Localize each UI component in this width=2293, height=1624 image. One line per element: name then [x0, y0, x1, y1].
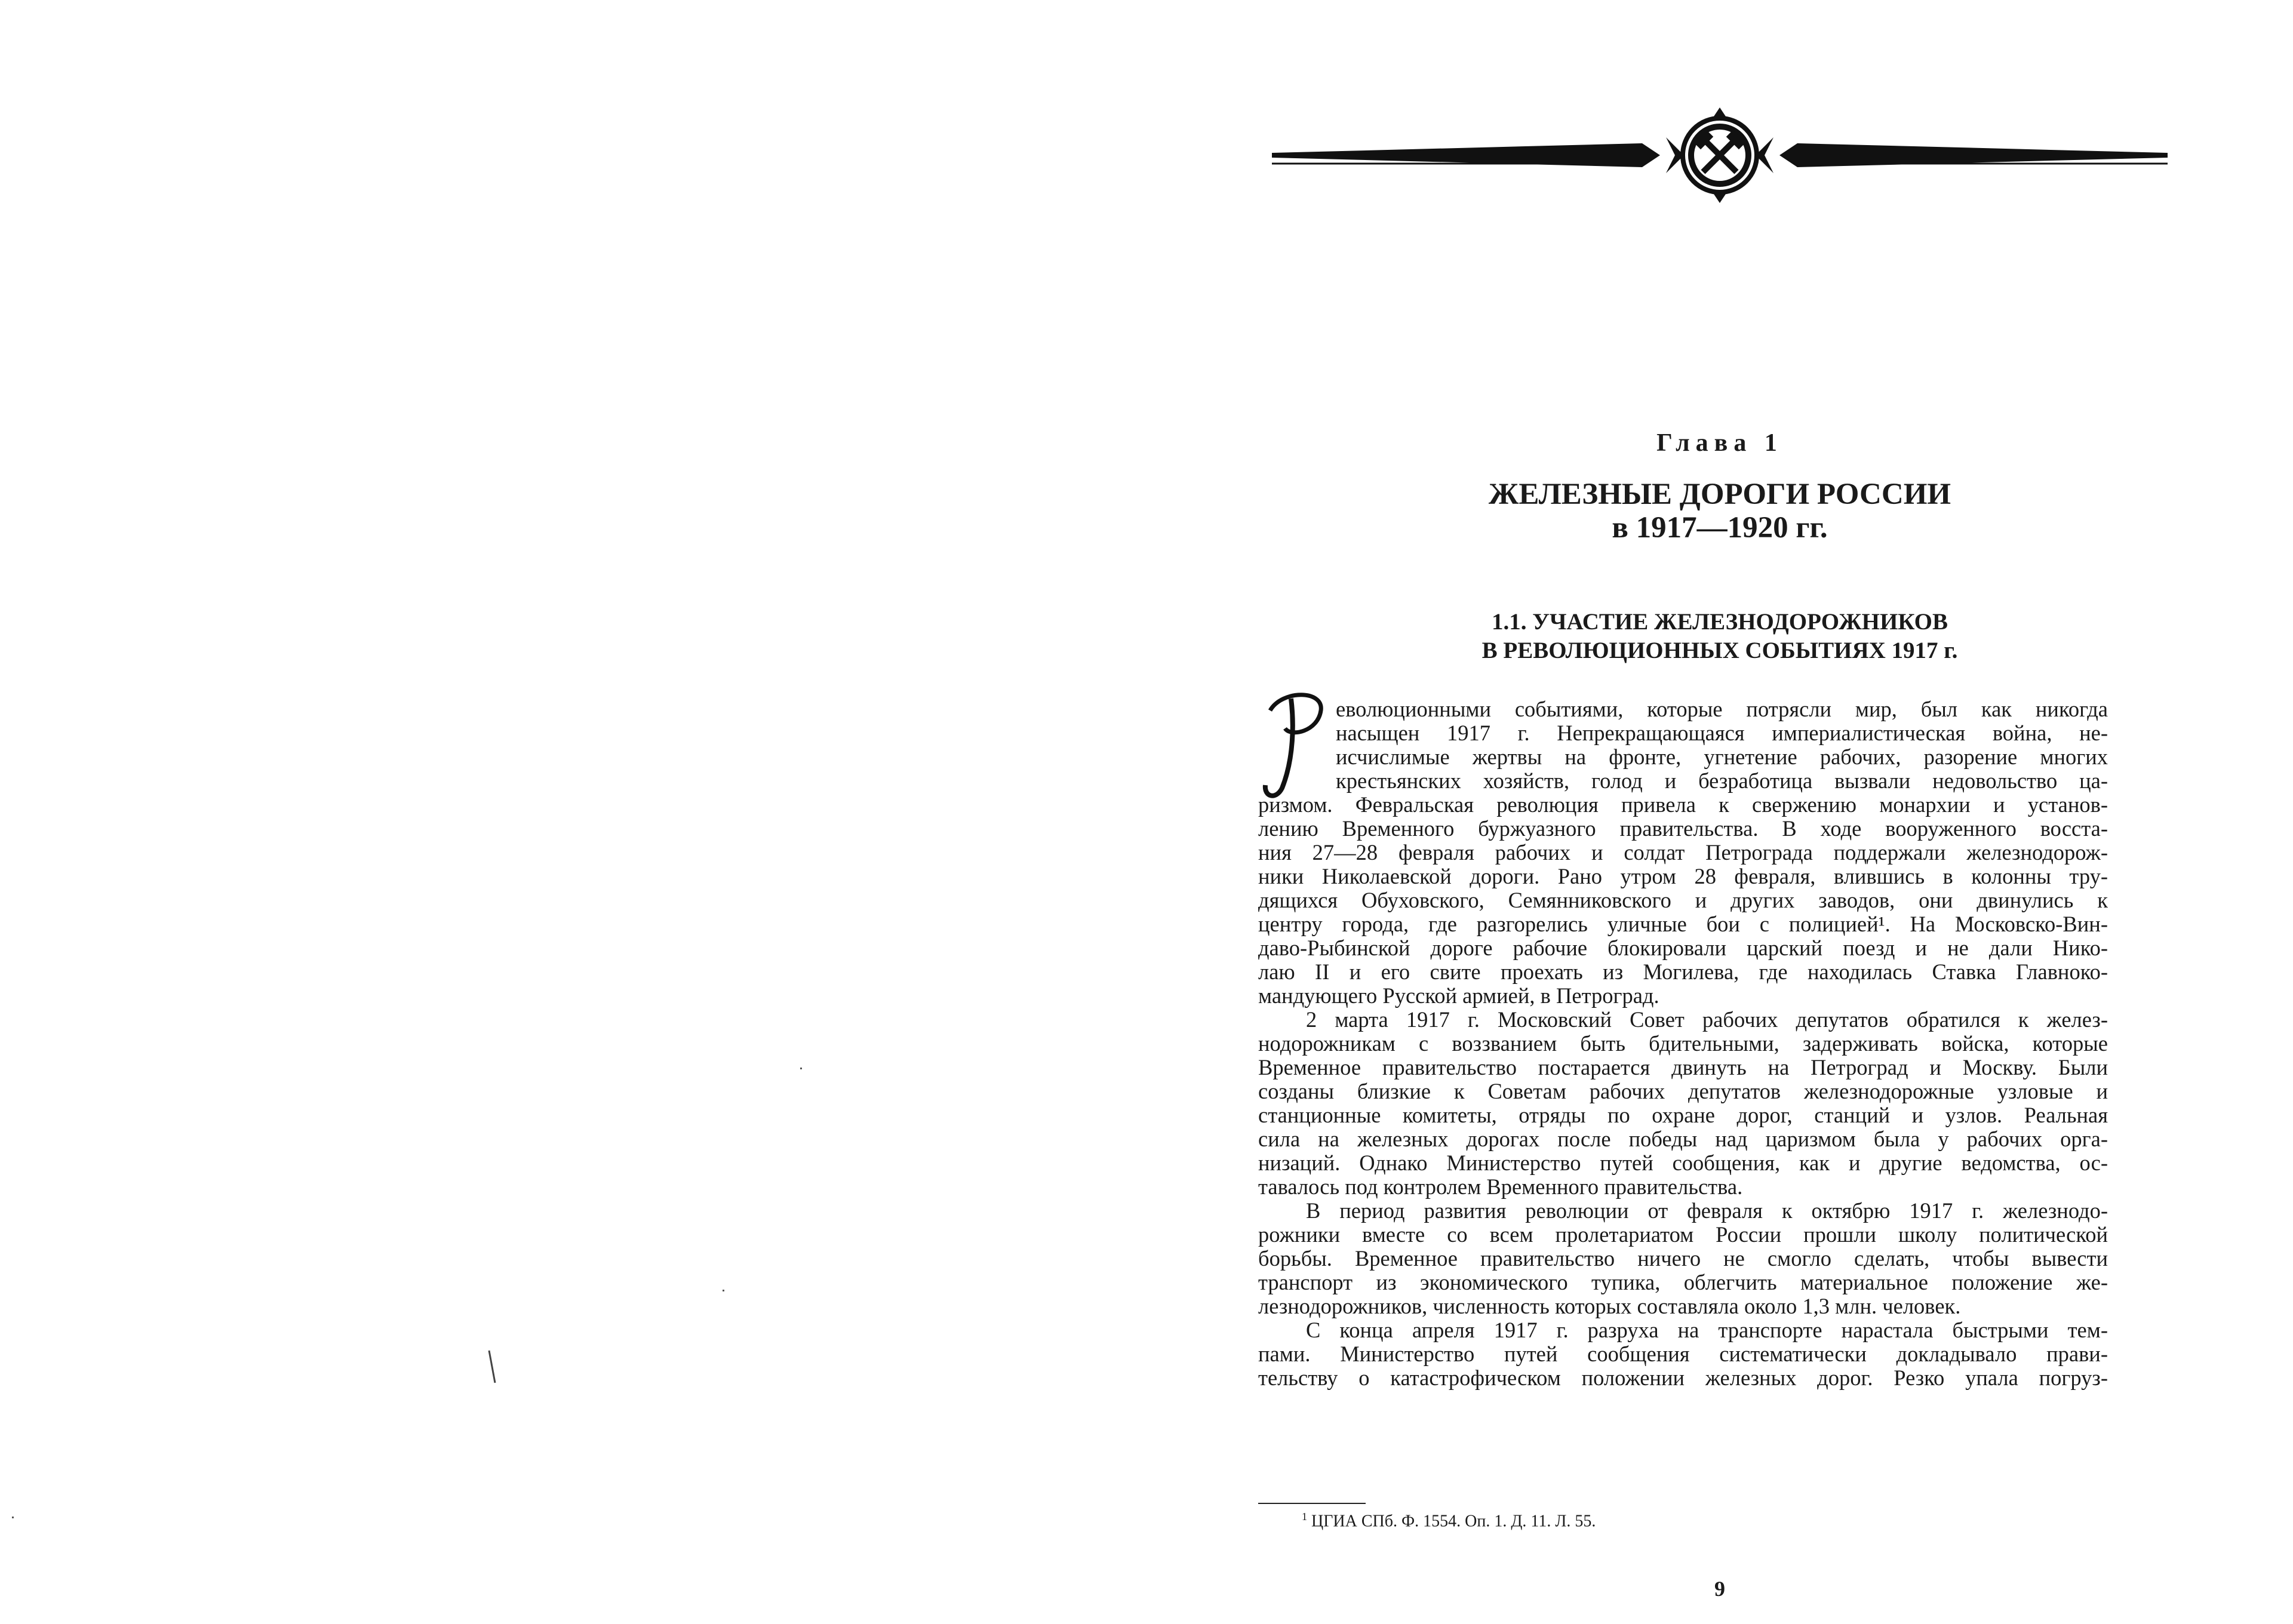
ornament-header-rule [1272, 107, 2168, 203]
text-line: В период развития революции от февраля к октябрю 1917 г. железнодо- [1306, 1198, 2108, 1223]
text-line: пами. Министерство путей сообщения систематически докладывало прави- [1258, 1342, 2108, 1366]
text-line: тельству о катастрофическом положении железных дорог. Резко упала погруз- [1258, 1365, 2108, 1390]
scan-speck [723, 1290, 724, 1291]
footnote [1302, 1511, 1596, 1531]
text-line: сила на железных дорогах после победы над царизмом была у рабочих орга- [1258, 1127, 2108, 1151]
footnote-marker: 1 [1302, 1511, 1307, 1522]
scan-speck [800, 1068, 802, 1069]
chapter-label: Глава 1 [1656, 429, 1783, 457]
text-line: рожники вместе со всем пролетариатом России прошли школу политической [1258, 1222, 2108, 1247]
text-line: ния 27—28 февраля рабочих и солдат Петрограда поддержали железнодорож- [1258, 840, 2108, 865]
text-line: 2 марта 1917 г. Московский Совет рабочих депутатов обратился к желез- [1306, 1007, 2108, 1032]
text-line: станционные комитеты, отряды по охране дорог, станций и узлов. Реальная [1258, 1103, 2108, 1127]
text-line: исчислимые жертвы на фронте, угнетение рабочих, разорение многих [1336, 745, 2108, 769]
section-title-line: 1.1. УЧАСТИЕ ЖЕЛЕЗНОДОРОЖНИКОВ [1492, 609, 1948, 635]
text-line: центру города, где разгорелись уличные бои с полицией¹. На Московско-Вин- [1258, 912, 2108, 936]
section-title-line: В РЕВОЛЮЦИОННЫХ СОБЫТИЯХ 1917 г. [1481, 638, 1958, 663]
text-line: ники Николаевской дороги. Рано утром 28 февраля, влившись в колонны тру- [1258, 864, 2108, 888]
footnote-divider [1258, 1503, 1366, 1504]
text-line: низаций. Однако Министерство путей сообщения, как и другие ведомства, ос- [1258, 1151, 2108, 1175]
chapter-title-line: ЖЕЛЕЗНЫЕ ДОРОГИ РОССИИ [1488, 478, 1951, 511]
text-line: лезнодорожников, численность которых составляла около 1,3 млн. человек. [1258, 1294, 1961, 1318]
text-line: еволюционными событиями, которые потрясли мир, был как никогда [1336, 697, 2108, 721]
chapter-title [1146, 478, 2293, 545]
text-line: С конца апреля 1917 г. разруха на транспорте нарастала быстрыми тем- [1306, 1318, 2108, 1342]
left-page-blank [0, 0, 1146, 1624]
text-line: насыщен 1917 г. Непрекращающаяся империалистическая война, не- [1336, 721, 2108, 745]
text-line: борьбы. Временное правительство ничего не смогло сделать, чтобы вывести [1258, 1246, 2108, 1271]
text-line: созданы близкие к Советам рабочих депутатов железнодорожные узловые и [1258, 1079, 2108, 1103]
page-number: 9 [1714, 1577, 1725, 1601]
section-title [1146, 608, 2293, 665]
scan-scratch [487, 1349, 499, 1385]
text-line: лению Временного буржуазного правительства. В ходе вооруженного восста- [1258, 816, 2108, 841]
chapter-title-line: в 1917—1920 гг. [1612, 511, 1828, 545]
scan-speck [12, 1517, 14, 1518]
text-line: мандующего Русской армией, в Петроград. [1258, 983, 1659, 1008]
text-line: крестьянских хозяйств, голод и безработица вызвали недовольство ца- [1336, 768, 2108, 793]
body-text [1258, 697, 2108, 1390]
text-line: тавалось под контролем Временного правительства. [1258, 1174, 1743, 1199]
footnote-text: ЦГИА СПб. Ф. 1554. Оп. 1. Д. 11. Л. 55. [1311, 1512, 1596, 1531]
text-line: Временное правительство постарается двинуть на Петроград и Москву. Были [1258, 1055, 2108, 1079]
text-line: нодорожникам с воззванием быть бдительными, задерживать войска, которые [1258, 1031, 2108, 1056]
right-page [1146, 0, 2293, 1624]
text-line: лаю II и его свите проехать из Могилева, где находилась Ставка Главноко- [1258, 959, 2108, 984]
text-line: ризмом. Февральская революция привела к свержению монархии и установ- [1258, 792, 2108, 817]
text-line: дящихся Обуховского, Семянниковского и других заводов, они двинулись к [1258, 888, 2108, 912]
hammer-emblem-icon [1683, 118, 1757, 192]
text-line: даво-Рыбинской дороге рабочие блокировали царский поезд и не дали Нико- [1258, 936, 2108, 960]
text-line: транспорт из экономического тупика, облегчить материальное положение же- [1258, 1270, 2108, 1294]
